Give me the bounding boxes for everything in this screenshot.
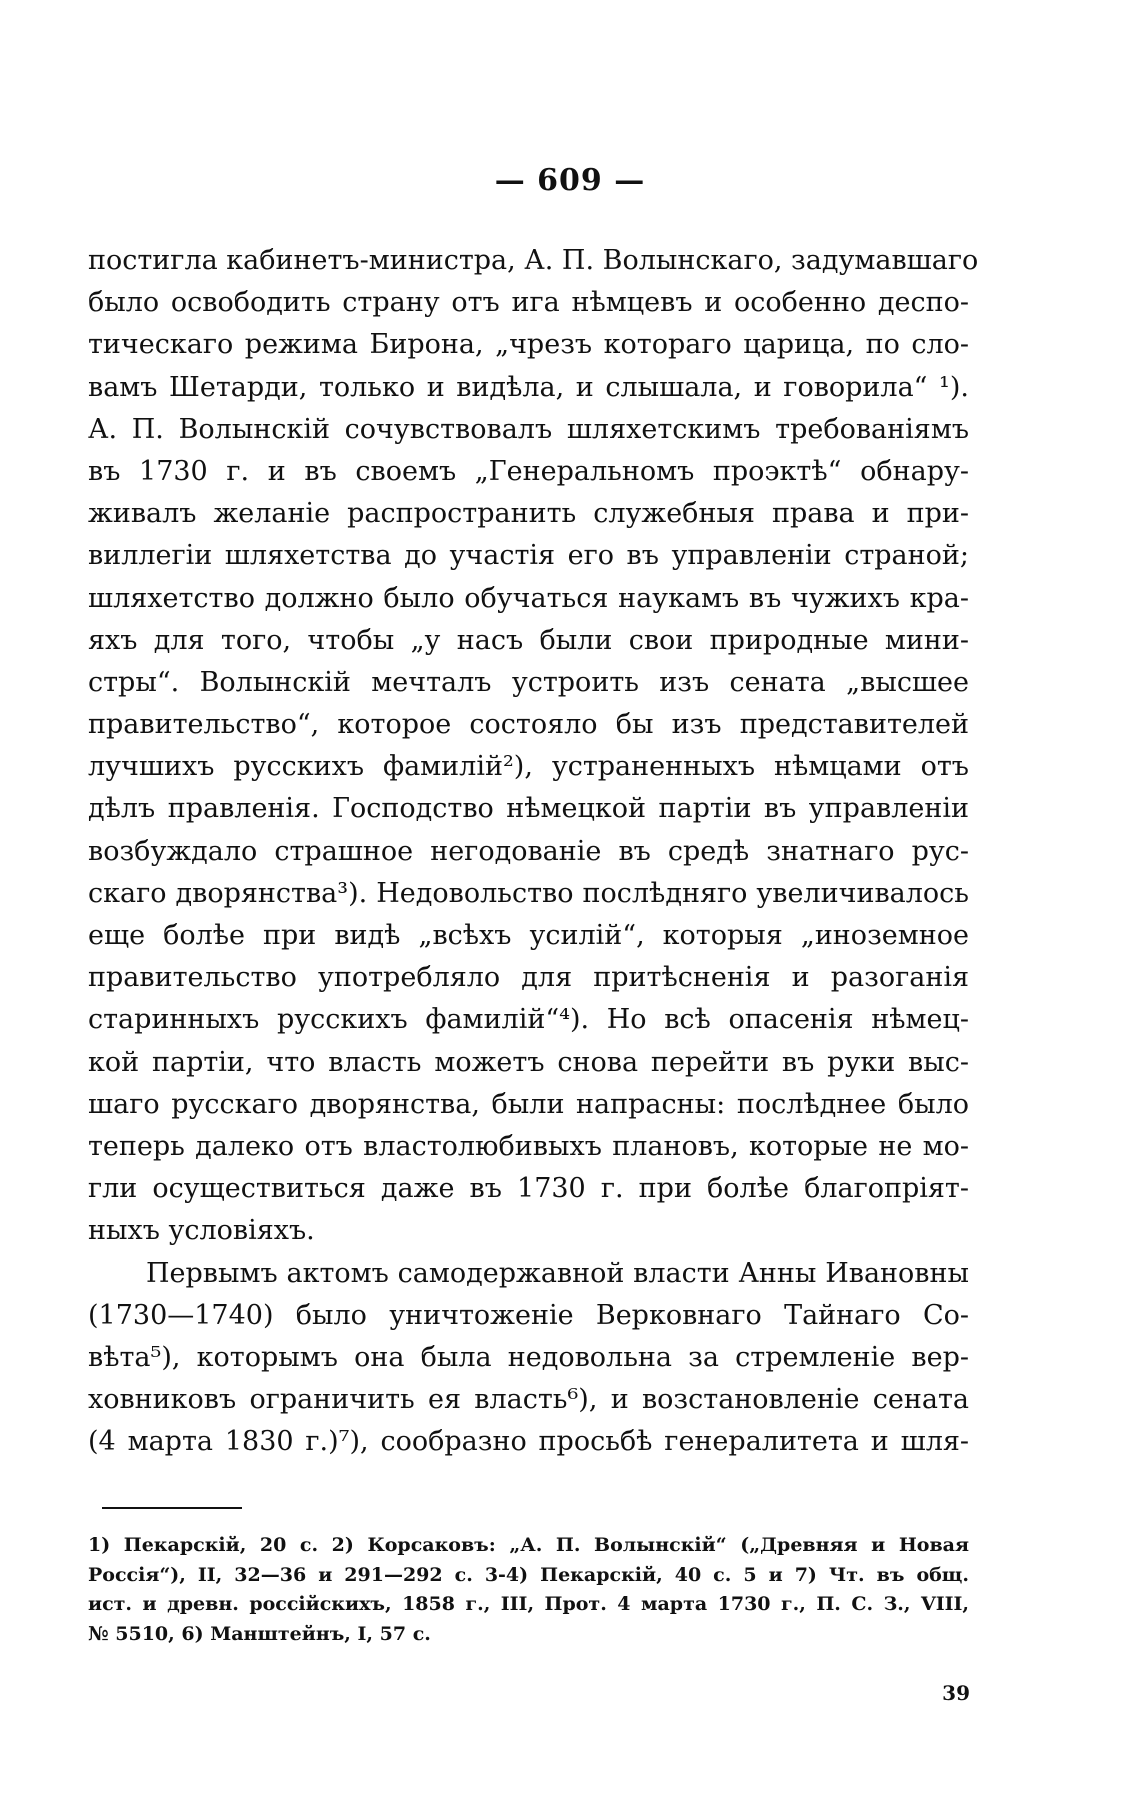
text-line: теперь далеко отъ властолюбивыхъ плановъ, которые не мо- xyxy=(88,1130,969,1162)
footnote-line: Россія“), II, 32—36 и 291—292 с. 3-4) Пекарскій, 40 с. 5 и 7) Чт. въ общ. xyxy=(88,1563,969,1586)
text-line: возбуждало страшное негодованіе въ средѣ знатнаго рус- xyxy=(88,835,969,867)
text-line: шаго русскаго дворянства, были напрасны: послѣднее было xyxy=(88,1088,969,1120)
text-line: гли осуществиться даже въ 1730 г. при болѣе благопріят- xyxy=(88,1173,969,1205)
text-line: постигла кабинетъ-министра, А. П. Волынскаго, задумавшаго xyxy=(88,245,979,276)
signature-mark: 39 xyxy=(942,1681,970,1705)
text-line: вамъ Шетарди, только и видѣла, и слышала, и говорила“ ¹). xyxy=(88,371,969,403)
footnotes xyxy=(88,1531,969,1649)
text-line: кой партіи, что власть можетъ снова перейти въ руки выс- xyxy=(88,1046,969,1078)
text-line: ховниковъ ограничить ея власть⁶), и возстановленіе сената xyxy=(88,1384,969,1416)
footnote-line: ист. и древн. россійскихъ, 1858 г., III, Прот. 4 марта 1730 г., П. С. З., VIII, xyxy=(88,1593,969,1615)
text-line: стры“. Волынскій мечталъ устроить изъ сената „высшее xyxy=(88,666,969,698)
footnote-divider xyxy=(102,1507,242,1509)
text-line: тическаго режима Бирона, „чрезъ котораго царица, по сло- xyxy=(88,329,969,361)
text-line: еще болѣе при видѣ „всѣхъ усилій“, которыя „иноземное xyxy=(88,920,969,951)
page-number: — 609 — xyxy=(494,163,646,198)
text-line: было освободить страну отъ ига нѣмцевъ и особенно деспо- xyxy=(88,287,969,319)
text-line: виллегіи шляхетства до участія его въ управленіи страной; xyxy=(88,540,969,572)
text-line: (4 марта 1830 г.)⁷), сообразно просьбѣ генералитета и шля- xyxy=(88,1426,969,1458)
text-line: правительство употребляло для притѣсненія и разоганія xyxy=(88,962,969,994)
text-line: вѣта⁵), которымъ она была недовольна за стремленіе вер- xyxy=(88,1341,969,1373)
text-line: скаго дворянства³). Недовольство послѣдняго увеличивалось xyxy=(88,877,969,909)
text-line: ныхъ условіяхъ. xyxy=(88,1215,315,1247)
main-text xyxy=(88,240,979,1463)
text-line: (1730—1740) было уничтоженіе Верковнаго Тайнаго Со- xyxy=(88,1299,969,1331)
text-line: въ 1730 г. и въ своемъ „Генеральномъ проэктѣ“ обнару- xyxy=(88,455,969,487)
text-line: лучшихъ русскихъ фамилій²), устраненныхъ нѣмцами отъ xyxy=(88,751,969,783)
text-line: яхъ для того, чтобы „у насъ были свои природные мини- xyxy=(88,624,969,656)
text-line: шляхетство должно было обучаться наукамъ въ чужихъ кра- xyxy=(88,582,969,614)
text-line: Первымъ актомъ самодержавной власти Анны Ивановны xyxy=(146,1257,969,1289)
text-line: дѣлъ правленія. Господство нѣмецкой партіи въ управленіи xyxy=(88,793,969,825)
text-line: правительство“, которое состояло бы изъ представителей xyxy=(88,709,969,741)
text-line: старинныхъ русскихъ фамилій“⁴). Но всѣ опасенія нѣмец- xyxy=(88,1004,969,1036)
text-line: А. П. Волынскій сочувствовалъ шляхетскимъ требованіямъ xyxy=(88,413,969,445)
text-line: живалъ желаніе распространить служебныя права и при- xyxy=(88,498,969,530)
footnote-line: № 5510, 6) Манштейнъ, I, 57 с. xyxy=(88,1622,431,1645)
footnote-line: 1) Пекарскій, 20 с. 2) Корсаковъ: „А. П. Волынскій“ („Древняя и Новая xyxy=(88,1534,969,1556)
